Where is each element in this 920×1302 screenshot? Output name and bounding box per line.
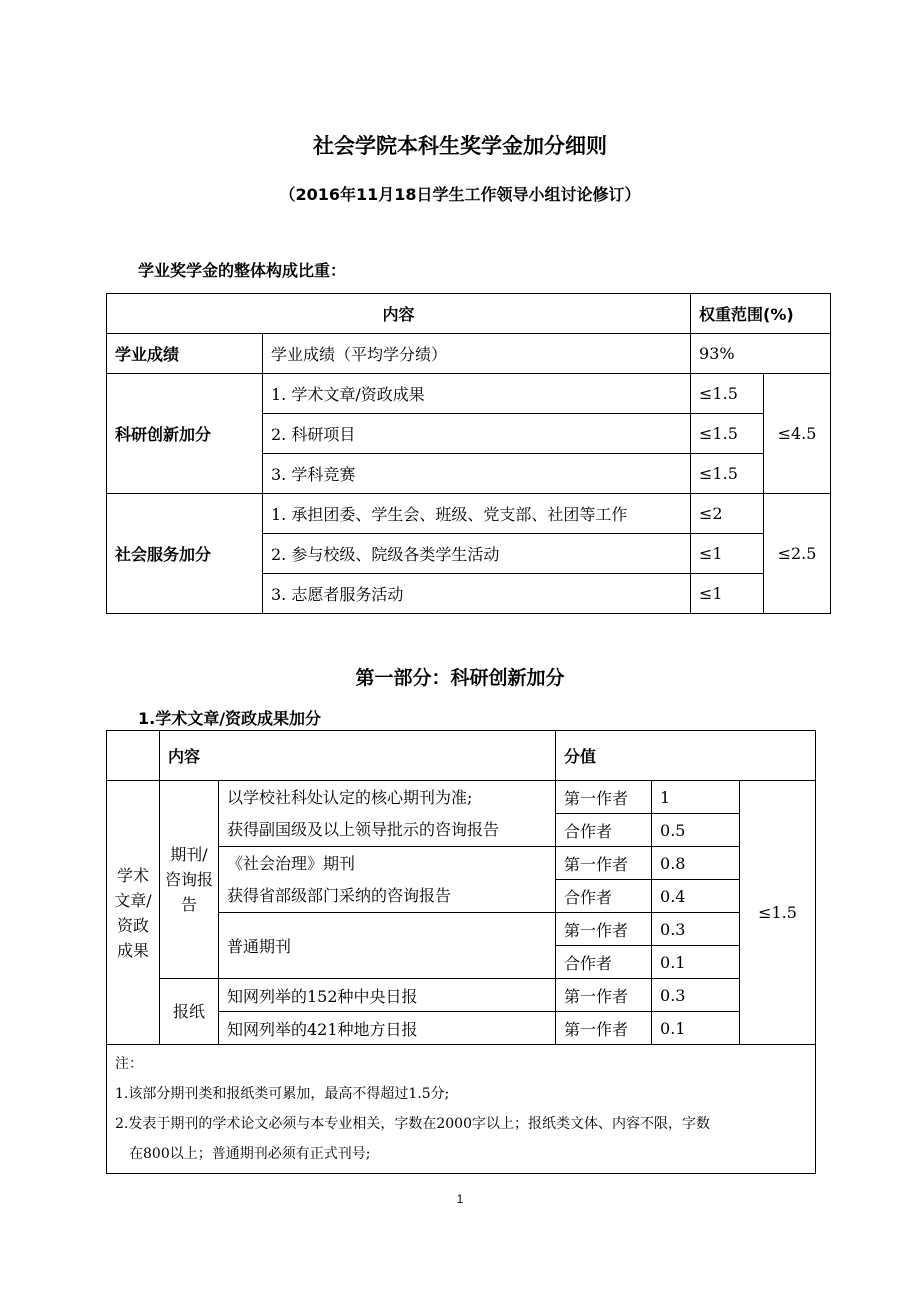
author-role: 第一作者	[556, 913, 652, 946]
overview-label: 学业奖学金的整体构成比重：	[138, 261, 347, 280]
research-item-weight: ≤1.5	[691, 454, 764, 494]
author-score: 0.8	[652, 847, 740, 880]
academic-category: 学业成绩	[107, 334, 263, 374]
page-title: 社会学院本科生奖学金加分细则	[313, 134, 607, 158]
journal-row-desc	[219, 847, 556, 913]
notes-line: 在800以上；普通期刊必须有正式刊号;	[129, 1146, 371, 1162]
academic-weight: 93%	[691, 334, 831, 374]
articles-max-score: ≤1.5	[740, 781, 816, 1045]
author-role: 第一作者	[556, 781, 652, 814]
service-item-weight: ≤1	[691, 574, 764, 614]
research-item-weight: ≤1.5	[691, 374, 764, 414]
research-item: 1. 学术文章/资政成果	[263, 374, 691, 414]
overview-header-content: 内容	[107, 294, 691, 334]
research-item-weight: ≤1.5	[691, 414, 764, 454]
journal-desc-line: 获得省部级部门采纳的咨询报告	[227, 885, 452, 905]
service-total: ≤2.5	[764, 494, 831, 614]
service-item: 3. 志愿者服务活动	[263, 574, 691, 614]
articles-header-content: 内容	[160, 731, 556, 781]
author-score: 0.1	[652, 946, 740, 979]
service-item-weight: ≤1	[691, 534, 764, 574]
overview-table	[106, 293, 831, 614]
page-subtitle: （2016年11月18日学生工作领导小组讨论修订）	[279, 185, 641, 204]
newspaper-category: 报纸	[160, 979, 219, 1045]
articles-main-category: 学术文章/资政成果	[107, 781, 160, 1045]
author-role: 合作者	[556, 814, 652, 847]
journal-category: 期刊/咨询报告	[160, 781, 219, 979]
part1-title: 第一部分：科研创新加分	[355, 667, 565, 689]
research-category: 科研创新加分	[107, 374, 263, 494]
research-total: ≤4.5	[764, 374, 831, 494]
journal-row-desc	[219, 781, 556, 847]
notes-line: 2.发表于期刊的学术论文必须与本专业相关，字数在2000字以上；报纸类文体、内容不限，字数	[115, 1116, 710, 1132]
overview-header-weight: 权重范围(%)	[691, 294, 831, 334]
author-role: 第一作者	[556, 1012, 652, 1045]
author-score: 0.5	[652, 814, 740, 847]
service-item-weight: ≤2	[691, 494, 764, 534]
page-number: 1	[456, 1192, 464, 1206]
author-role: 合作者	[556, 880, 652, 913]
author-role: 第一作者	[556, 979, 652, 1012]
part1-sub-label: 1.学术文章/资政成果加分	[138, 709, 322, 728]
author-score: 0.1	[652, 1012, 740, 1045]
service-item: 2. 参与校级、院级各类学生活动	[263, 534, 691, 574]
notes-heading: 注：	[115, 1056, 143, 1072]
service-category: 社会服务加分	[107, 494, 263, 614]
author-score: 0.3	[652, 979, 740, 1012]
journal-row-desc: 普通期刊	[219, 913, 556, 979]
author-score: 0.3	[652, 913, 740, 946]
author-score: 1	[652, 781, 740, 814]
author-role: 第一作者	[556, 847, 652, 880]
newspaper-desc: 知网列举的421种地方日报	[219, 1012, 556, 1045]
journal-desc-line: 以学校社科处认定的核心期刊为准;	[227, 787, 473, 807]
articles-header-blank	[107, 731, 160, 781]
research-item: 3. 学科竞赛	[263, 454, 691, 494]
journal-desc-line: 获得副国级及以上领导批示的咨询报告	[227, 819, 500, 839]
newspaper-desc: 知网列举的152种中央日报	[219, 979, 556, 1012]
author-score: 0.4	[652, 880, 740, 913]
academic-item: 学业成绩（平均学分绩）	[263, 334, 691, 374]
articles-table	[106, 730, 816, 1174]
research-item: 2. 科研项目	[263, 414, 691, 454]
author-role: 合作者	[556, 946, 652, 979]
service-item: 1. 承担团委、学生会、班级、党支部、社团等工作	[263, 494, 691, 534]
articles-notes	[107, 1045, 816, 1174]
journal-desc-line: 《社会治理》期刊	[227, 853, 356, 873]
articles-header-score: 分值	[556, 731, 816, 781]
notes-line: 1.该部分期刊类和报纸类可累加，最高不得超过1.5分;	[115, 1086, 450, 1102]
